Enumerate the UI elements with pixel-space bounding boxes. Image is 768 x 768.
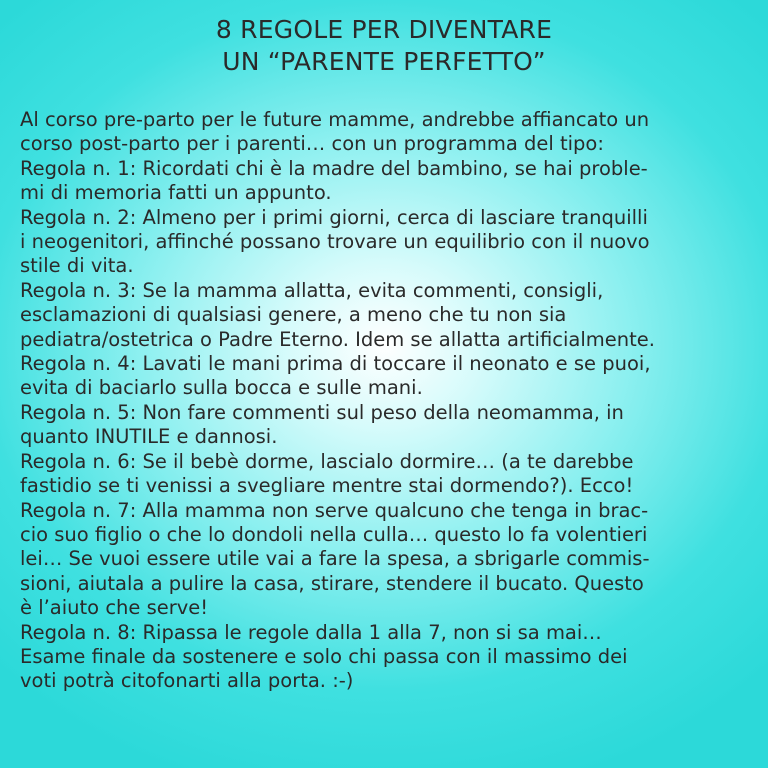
text-line: Regola n. 8: Ripassa le regole dalla 1 alla 7, non si sa mai… [20,620,602,644]
text-line: fastidio se ti venissi a svegliare mentre stai dormendo?). Ecco! [20,474,634,498]
text-line: quanto INUTILE e dannosi. [20,425,278,449]
text-line: lei… Se vuoi essere utile vai a fare la spesa, a sbrigarle commis- [20,547,650,571]
text-line: Regola n. 5: Non fare commenti sul peso della neomamma, in [20,400,624,424]
text-line: Al corso pre-parto per le future mamme, andrebbe affiancato un [20,108,650,131]
rules-text [20,108,760,694]
text-line: è l’aiuto che serve! [20,596,209,620]
text-line: sioni, aiutala a pulire la casa, stirare, stendere il bucato. Questo [20,571,644,595]
text-line: Esame finale da sostenere e solo chi passa con il massimo dei [20,644,628,668]
text-line: i neogenitori, affinché possano trovare un equilibrio con il nuovo [20,230,650,254]
text-line: Regola n. 3: Se la mamma allatta, evita commenti, consigli, [20,278,604,302]
page-title [0,14,768,78]
title-line-2: UN “PARENTE PERFETTO” [222,47,546,76]
text-line: esclamazioni di qualsiasi genere, a meno che tu non sia [20,303,567,327]
text-line: Regola n. 6: Se il bebè dorme, lascialo dormire… (a te darebbe [20,449,634,473]
text-line: corso post-parto per i parenti… con un programma del tipo: [20,132,604,156]
text-line: pediatra/ostetrica o Padre Eterno. Idem se allatta artificialmente. [20,327,655,351]
text-line: evita di baciarlo sulla bocca e sulle mani. [20,376,423,400]
text-line: Regola n. 2: Almeno per i primi giorni, cerca di lasciare tranquilli [20,205,648,229]
text-line: Regola n. 7: Alla mamma non serve qualcuno che tenga in brac- [20,498,649,522]
text-line: Regola n. 4: Lavati le mani prima di toccare il neonato e se puoi, [20,352,651,376]
text-line: mi di memoria fatti un appunto. [20,181,332,205]
text-line: Regola n. 1: Ricordati chi è la madre del bambino, se hai proble- [20,156,648,180]
text-line: stile di vita. [20,254,134,278]
text-line: cio suo figlio o che lo dondoli nella culla… questo lo fa volentieri [20,522,648,546]
text-line: voti potrà citofonarti alla porta. :-) [20,669,354,693]
title-line-1: 8 REGOLE PER DIVENTARE [215,15,553,44]
